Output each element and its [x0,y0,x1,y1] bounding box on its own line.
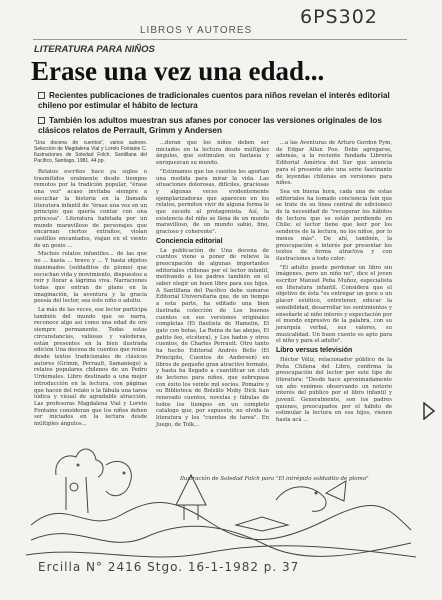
paragraph: Héctor Véliz, relacionador público de la Peña Chilena del Libro, confirma la preocupación del lector por este tipo de literatura: "Desde hace aproximadamente un año venimos observando un notorio interés del público por el libro infantil y juvenil. Generalmente, son los padres quienes, preocupados por el hábito de estimular la lectura en sus hijos, vienen hasta acá ... [276,356,392,424]
paragraph: ...a las Aventuras de Arturo Gordon Pym, de Edgar Allan Poe. Debe agregarse, además, a la reciente fundada Librería Editorial América del Sur que anuncia para el presente año una serie fascinante de leyendas chilenas en versiones para niños. [276,140,392,187]
paragraph: "Estimamos que los cuentos les aportan una medida para mirar la vida. Las situaciones dolorosas, difíciles, graciosas y algunas veces evidentemente ejemplarizadoras que aparecen en los relatos, permiten vivir de alguna forma lo que sucede al protagonista. Así, la existencia del niño se llena de un mundo maravilloso, de un mundo sabio, fino, gracioso y coherente". [156,168,269,236]
column-3 [276,140,392,426]
paragraph: Sea en buena hora, cada una de estas editoriales ha tomado conciencia (sin que se trate de su línea central de ediciones) de la necesidad de "recuperar los hábitos de lectura que se están perdiendo en Chile: el lector tiene que leer por los senderos de la lectura, no los niños, por lo menos más". De ahí, también, la preocupación e interés por presentar los textos de forma atractiva y con ilustraciones a todo color. [276,188,392,262]
paragraph: La más de las veces, ese lector participa también del mundo que se narra, reconoce algo así como una edad de oro siempre permanente. Todas estas circunstancias, valiosas y valederas, están presentes en la bien ilustrada edición Una docena de cuentos que reúne desde textos tradicionales de clásicos autores (Grimm, Perrault, Samaniego) a relatos populares chilenos de un Pedro Urdemales. Libro destinado a una mejor introducción en la lectura, con páginas que hacen del relato o la fábula una tarea lúdica y visual de agradable atracción. Las profesoras Magdalena Vial y Loreto Fontaine consideran que los niños deben ser iniciados en la lectura desde múltiples ángulos... [34,307,147,428]
paragraph: La publicación de Una docena de cuentos viene a poner de relieve la preocupación de algunas importantes editoriales chilenas por el lector infantil, motivando a los padres también en el saber elegir un buen libro para sus hijos. A Santillana del Pacífico debe sumarse Editorial Universitaria que, de un tiempo a esta parte, ha editado una bien ilustrada colección de Los buenos cuentos en sus versiones originales completas (El flautista de Hamelin, El gato con botas, La Reina de las abejas, El patito feo, etcétera), y Los hados y otros cuentos, de Charles Perrault. Otro tanto ha hecho Editorial Andrés Bello (El Principito, Cuentos de Andersen) en libros de pequeño gran atractivo formato, y hasta ha llegado a cuantificar un club de lectores para niños, que sobrepasa con éxito los veinte mil socios. Pomaire y su Biblioteca de Bolsillo Moby Dick han renovado cuentos, novelas y fábulas de todos los tiempos en un completo catálogo que, por supuesto, no olvida la literatura y los "cuentos de tarea". En Juego, de Tolk... [156,247,269,428]
paragraph: Relatos escritos hace ya siglos o trasmitidos oralmente desde tiempos remotos por la tradición popular, "érase una vez" acaso invitaba siempre a escuchar la historia en la llamada literatura infantil de "érase una vez en un principio que quería contar con una princesa". Literatura habitada por un mundo maravilloso de personajes que encarnan ciertos extraños, violan castillos encantados, viajan en el viento de un genio ... [34,169,147,249]
subhead-1: Recientes publicaciones de tradicionales cuentos para niños revelan el interés editorial chileno por estimular el hábito de lectura [38,91,390,110]
handwritten-code: 6PS302 [300,6,378,28]
paragraph: Muchos relatos infantiles... de las que no ... hasta ... bravo y ... Y hasta objetos inanimados (soldaditos de plomo) que escuchan vida y movimiento, dispuestos a reír y llorar a lágrima viva. Narraciones todas que entran de plano en la imaginación, la aventura y la gracia poesía del lector, sea éste niño o adulto. [34,251,147,305]
checkbox-bullet-icon [38,117,45,124]
column-2-heading: Conciencia editorial [156,237,223,245]
column-2 [156,140,269,431]
tin-soldier-illustration [26,405,416,570]
headline: Erase una vez una edad... [31,56,325,86]
checkbox-bullet-icon [38,92,45,99]
subhead-2: También los adultos muestran sus afanes por conocer las versiones originales de los clásicos relatos de Perrault, Grimm y Andersen [38,116,382,135]
illustration-caption: Ilustración de Soledad Folch para "El intrépido soldadito de plomo" [180,476,369,482]
paragraph: ...deran que los niños deben ser iniciados en la lectura desde múltiples ángulos, que estimulen su fantasía y enriquezcan su mundo. [156,140,269,167]
kicker: LITERATURA PARA NIÑOS [34,44,155,55]
column-3-heading: Libro versus televisión [276,347,353,355]
book-caption: "Una docena de cuentos", varios autores. Selección de Magdalena Vial y Lorelo Fontaine C. Ilustraciones de Soledad Folch. Santillana del Pacífico, Santiago, 1981. 44 pp. [34,140,147,164]
column-1 [34,140,147,430]
handwritten-source: Ercilla N° 2416 Stgo. 16-1-1982 p. 37 [38,560,300,574]
paragraph: "El adulto puede perdonar un libro sin imágenes, pero un niño no", dice el joven escritor Manuel Peña Muñoz, especialista en literatura infantil. Considera que el objetivo de ésta "es entregar un goce o un placer estético, entretener, educar la sensibilidad, desarrollar los sentimientos y enseñarle al niño interés y expectación por el mundo expresivo de la palabra, con su jerarquía verbal, sus valores, su musicalidad. Un buen cuento es apto para el niño y para el adulto". [276,264,393,345]
section-title: LIBROS Y AUTORES [140,25,253,36]
continue-arrow-icon [422,402,436,420]
top-rule [33,39,407,40]
